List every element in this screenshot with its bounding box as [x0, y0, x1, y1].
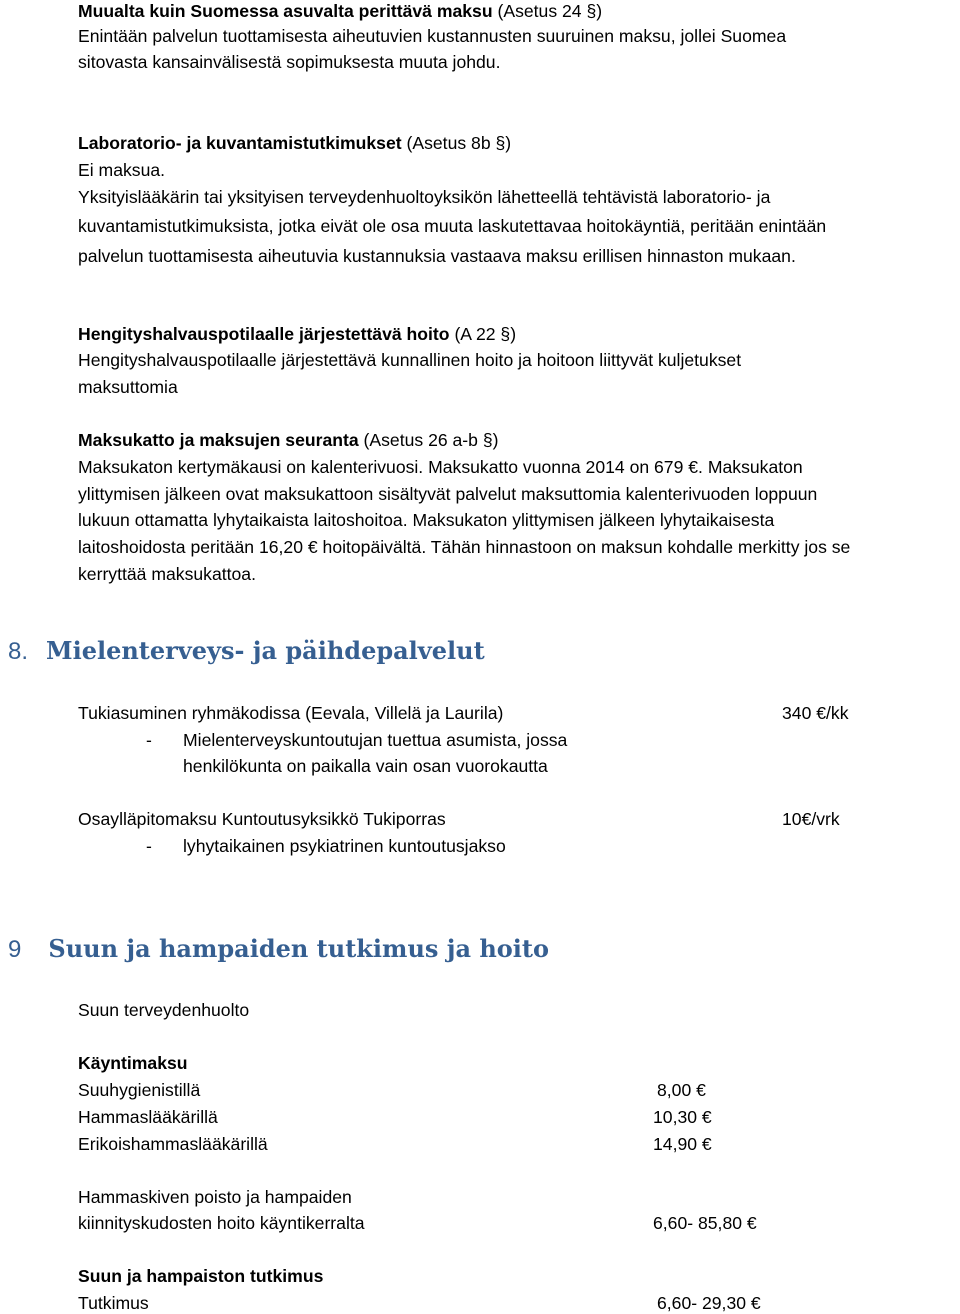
- fee-label: Tutkimus: [78, 1293, 149, 1313]
- service-subline: Mielenterveyskuntoutujan tuettua asumista, jossa: [183, 730, 568, 750]
- paragraph-line: palvelun tuottamisesta aiheutuvia kustannuksia vastaava maksu erillisen hinnaston mukaan.: [78, 246, 796, 266]
- chapter-title: Mielenterveys- ja päihdepalvelut: [46, 636, 485, 665]
- fee-price: 6,60- 85,80 €: [653, 1213, 757, 1233]
- chapter-title: Suun ja hampaiden tutkimus ja hoito: [48, 934, 550, 963]
- service-label: Tukiasuminen ryhmäkodissa (Eevala, Villelä ja Laurila): [78, 703, 504, 723]
- paragraph-line: maksuttomia: [78, 377, 178, 397]
- section-title-line: [78, 0, 602, 22]
- paragraph-line: kerryttää maksukattoa.: [78, 564, 256, 584]
- paragraph-line: laitoshoidosta peritään 16,20 € hoitopäivältä. Tähän hinnastoon on maksun kohdalle merkitty jos se: [78, 537, 851, 557]
- fee-price: 10,30 €: [653, 1107, 712, 1127]
- section-ref: (Asetus 8b §): [406, 133, 512, 153]
- service-label: Osaylläpitomaksu Kuntoutusyksikkö Tukiporras: [78, 809, 446, 829]
- section-title-line: [78, 323, 516, 345]
- paragraph-line: lukuun ottamatta lyhytaikaista laitoshoitoa. Maksukaton ylittymisen jälkeen lyhytaikaisesta: [78, 510, 775, 530]
- section-ref: (A 22 §): [454, 324, 517, 344]
- fee-label: Suuhygienistillä: [78, 1080, 201, 1100]
- service-price: 340 €/kk: [782, 703, 849, 723]
- fee-price: 14,90 €: [653, 1134, 712, 1154]
- paragraph-line: Hengityshalvauspotilaalle järjestettävä kunnallinen hoito ja hoitoon liittyvät kuljetukset: [78, 350, 742, 370]
- paragraph-line: kuvantamistutkimuksista, jotka eivät ole osa muuta laskutettavaa hoitokäyntiä, peritään enintään: [78, 216, 827, 236]
- service-price: 10€/vrk: [782, 809, 840, 829]
- fee-price: 6,60- 29,30 €: [657, 1293, 761, 1313]
- section-title: Maksukatto ja maksujen seuranta: [78, 430, 359, 450]
- service-subline: henkilökunta on paikalla vain osan vuorokautta: [183, 756, 548, 776]
- paragraph-line: Ei maksua.: [78, 160, 166, 180]
- exam-title: Suun ja hampaiston tutkimus: [78, 1266, 324, 1286]
- section-title-line: [78, 429, 498, 451]
- section-ref: (Asetus 26 a-b §): [363, 430, 499, 450]
- chapter-subtitle: Suun terveydenhuolto: [78, 1000, 250, 1020]
- section-title: Muualta kuin Suomessa asuvalta perittävä maksu: [78, 1, 493, 21]
- section-title: Laboratorio- ja kuvantamistutkimukset: [78, 133, 402, 153]
- fee-label: Hammaskiven poisto ja hampaiden: [78, 1187, 352, 1207]
- dash-bullet: -: [146, 836, 152, 856]
- fee-label: kiinnityskudosten hoito käyntikerralta: [78, 1213, 365, 1233]
- chapter-heading: [8, 636, 485, 667]
- chapter-number: 9: [8, 936, 22, 963]
- fee-label: Hammaslääkärillä: [78, 1107, 218, 1127]
- dash-bullet: -: [146, 730, 152, 750]
- paragraph-line: Yksityislääkärin tai yksityisen terveydenhuoltoyksikön lähetteellä tehtävistä laboratorio- ja: [78, 187, 771, 207]
- paragraph-line: Maksukaton kertymäkausi on kalenterivuosi. Maksukatto vuonna 2014 on 679 €. Maksukaton: [78, 457, 803, 477]
- fee-price: 8,00 €: [657, 1080, 706, 1100]
- paragraph-line: Enintään palvelun tuottamisesta aiheutuvien kustannusten suuruinen maksu, jollei Suomea: [78, 26, 787, 46]
- section-title: Hengityshalvauspotilaalle järjestettävä hoito: [78, 324, 450, 344]
- chapter-number: 8.: [8, 638, 29, 665]
- paragraph-line: sitovasta kansainvälisestä sopimuksesta muuta johdu.: [78, 52, 501, 72]
- paragraph-line: ylittymisen jälkeen ovat maksukattoon sisältyvät palvelut maksuttomia kalenterivuoden loppuun: [78, 484, 818, 504]
- visit-fee-title: Käyntimaksu: [78, 1053, 188, 1073]
- section-title-line: [78, 132, 511, 154]
- section-ref: (Asetus 24 §): [497, 1, 603, 21]
- service-subline: lyhytaikainen psykiatrinen kuntoutusjakso: [183, 836, 506, 856]
- fee-label: Erikoishammaslääkärillä: [78, 1134, 268, 1154]
- chapter-heading: [8, 934, 549, 965]
